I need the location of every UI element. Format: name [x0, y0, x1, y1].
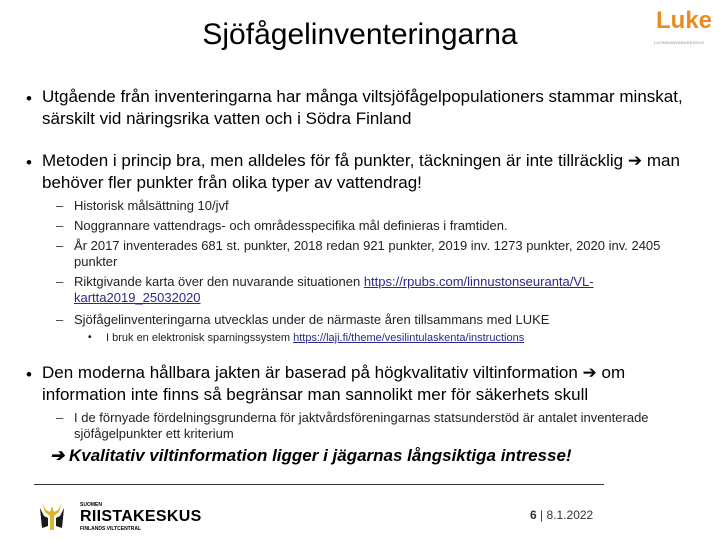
luke-logo-subtext: LUONNONVARAKESKUS: [654, 40, 705, 45]
conclusion-label: Kvalitativ viltinformation ligger i jägarnas långsiktiga intresse!: [68, 446, 572, 465]
org-name: RIISTAKESKUS: [80, 508, 202, 525]
slide-date: 8.1.2022: [546, 508, 594, 522]
bullet-3-text-before: Den moderna hållbara jakten är baserad på högkvalitativ viltinformation: [42, 363, 578, 382]
instructions-link[interactable]: https://laji.fi/theme/vesilintulaskenta/instructions: [293, 332, 525, 344]
dash-marker: –: [56, 274, 64, 289]
sub-item-text: Riktgivande karta över den nuvarande situationen: [74, 274, 361, 289]
dot-marker: •: [88, 332, 92, 343]
antler-icon: [36, 498, 72, 532]
sub-item: I de förnyade fördelningsgrunderna för jaktvårdsföreningarnas statsunderstöd är antalet inventerade sjöfågelpunkter ett kriterium: [74, 410, 649, 441]
page-number: 6: [530, 508, 537, 522]
bullet-2-text-before: Metoden i princip bra, men alldeles för få punkter, täckningen är inte tillräcklig: [42, 151, 624, 170]
bullet-2-text: [42, 150, 702, 194]
slide-title: Sjöfågelinventeringarna: [202, 18, 518, 51]
arrow-right-icon: ➔: [627, 151, 643, 170]
luke-logo: Luke: [656, 7, 713, 34]
bullet-3-text: [42, 362, 702, 406]
dash-marker: –: [56, 410, 64, 425]
org-sub: FINLANDS VILTCENTRAL: [80, 526, 142, 532]
bullet-marker: •: [26, 89, 32, 108]
arrow-right-icon: ➔: [582, 363, 597, 382]
sub-item: År 2017 inventerades 681 st. punkter, 2018 redan 921 punkter, 2019 inv. 1273 punkter, 2020 inv. 2405 punkter: [74, 238, 661, 269]
sub-sub-item-text: I bruk en elektronisk sparningssystem: [106, 332, 291, 344]
dash-marker: –: [56, 238, 64, 253]
sub-item: [74, 274, 704, 306]
arrow-right-icon: ➔: [50, 446, 65, 465]
dash-marker: –: [56, 218, 64, 233]
bullet-2-text-after: man behöver fler punkter från olika typer av vattendrag!: [42, 151, 680, 192]
map-link[interactable]: https://rpubs.com/linnustonseuranta/VL-kartta2019_25032020: [74, 274, 594, 305]
dash-marker: –: [56, 312, 64, 327]
bullet-3-text-after: om information inte finns så begränsar man sannolikt mer för säkerhets skull: [42, 363, 626, 404]
sub-item: Sjöfågelinventeringarna utvecklas under de närmaste åren tillsammans med LUKE: [74, 312, 550, 327]
conclusion-text: [50, 446, 572, 466]
bullet-marker: •: [26, 153, 32, 172]
dash-marker: –: [56, 198, 64, 213]
sub-sub-item: [106, 331, 686, 345]
org-small: SUOMEN: [80, 502, 102, 508]
page-info: [530, 508, 593, 522]
bullet-marker: •: [26, 365, 32, 384]
sub-item: Historisk målsättning 10/jvf: [74, 198, 229, 213]
page-separator: |: [540, 508, 544, 522]
bullet-1-text: Utgående från inventeringarna har många viltsjöfågelpopulationers stammar minskat, särskilt vid näringsrika vatten och i Södra Finland: [42, 87, 683, 128]
sub-item: Noggrannare vattendrags- och områdesspecifika mål definieras i framtiden.: [74, 218, 508, 233]
footer-divider: [34, 484, 604, 485]
